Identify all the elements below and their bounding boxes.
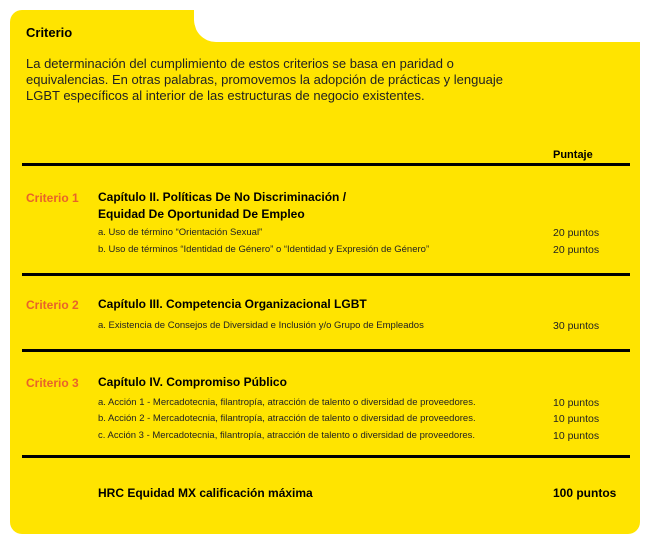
chapter-title-line: Equidad De Oportunidad De Empleo: [98, 207, 305, 221]
criterion-item: b. Uso de términos “Identidad de Género” o “Identidad y Expresión de Género”: [98, 244, 430, 255]
item-points: 30 puntos: [553, 320, 600, 332]
chapter-title-line: Capítulo III. Competencia Organizacional LGBT: [98, 297, 367, 311]
criterion-item: a. Acción 1 - Mercadotecnia, filantropía, atracción de talento o diversidad de proveedores.: [98, 397, 476, 408]
item-points: 10 puntos: [553, 397, 600, 409]
points-column-header: Puntaje: [553, 149, 593, 161]
criterion-item: c. Acción 3 - Mercadotecnia, filantropía, atracción de talento o diversidad de proveedores.: [98, 430, 476, 441]
intro-line: equivalencias. En otras palabras, promovemos la adopción de prácticas y lenguaje: [26, 72, 503, 87]
criterion-item: a. Existencia de Consejos de Diversidad e Inclusión y/o Grupo de Empleados: [98, 320, 424, 331]
table-divider: [22, 273, 630, 276]
criterion-label: Criterio 3: [26, 376, 79, 390]
total-points: 100 puntos: [553, 486, 617, 500]
chapter-title: [98, 296, 367, 313]
total-label: HRC Equidad MX calificación máxima: [98, 486, 313, 500]
intro-paragraph: [26, 56, 526, 104]
table-divider: [22, 163, 630, 166]
card-tab-notch: [194, 10, 640, 42]
item-points: 20 puntos: [553, 244, 600, 256]
chapter-title: [98, 189, 346, 223]
item-points: 10 puntos: [553, 413, 600, 425]
criterion-label: Criterio 2: [26, 298, 79, 312]
table-divider: [22, 349, 630, 352]
chapter-title: [98, 374, 287, 391]
criterion-label: Criterio 1: [26, 191, 79, 205]
intro-line: La determinación del cumplimiento de estos criterios se basa en paridad o: [26, 56, 454, 71]
table-divider: [22, 455, 630, 458]
intro-line: LGBT específicos al interior de las estructuras de negocio existentes.: [26, 88, 425, 103]
section-title: Criterio: [26, 25, 73, 40]
criterion-item: a. Uso de término “Orientación Sexual”: [98, 227, 263, 238]
criterion-item: b. Acción 2 - Mercadotecnia, filantropía, atracción de talento o diversidad de proveedores.: [98, 413, 476, 424]
item-points: 20 puntos: [553, 227, 600, 239]
chapter-title-line: Capítulo IV. Compromiso Público: [98, 375, 287, 389]
chapter-title-line: Capítulo II. Políticas De No Discriminación /: [98, 190, 347, 204]
item-points: 10 puntos: [553, 430, 600, 442]
